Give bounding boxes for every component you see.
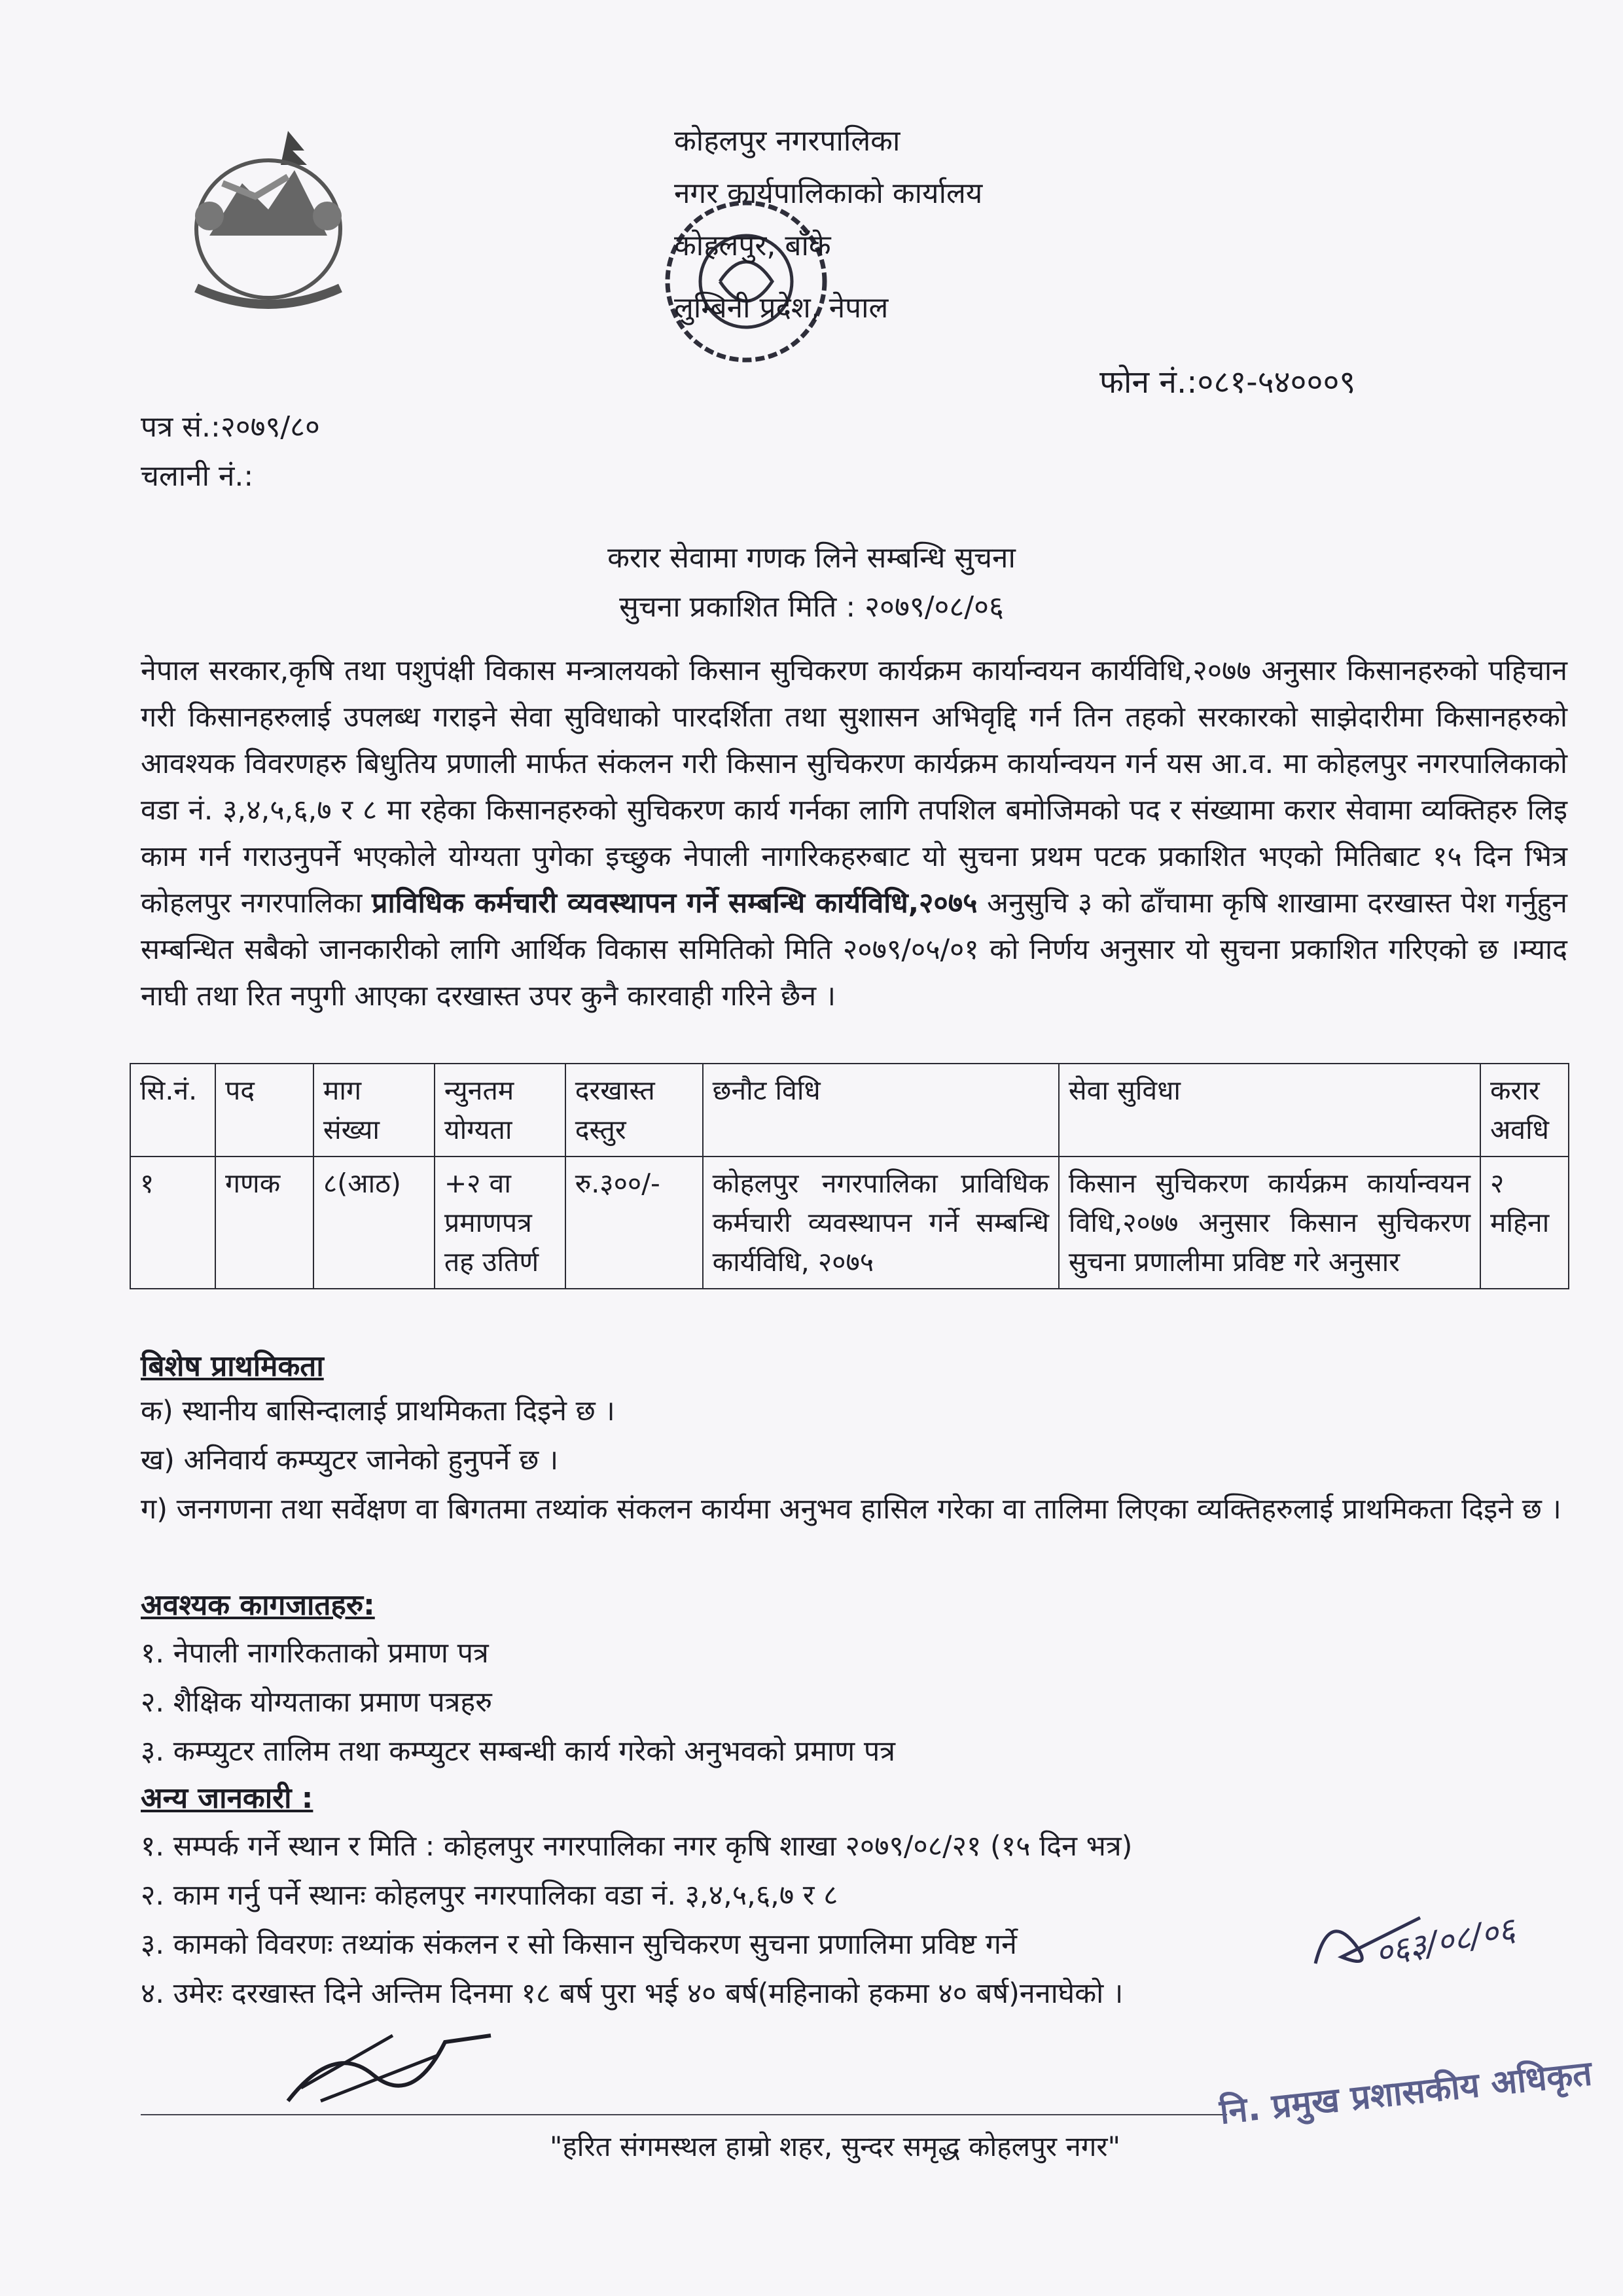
table-header: न्युनतम योग्यता: [435, 1064, 565, 1157]
office-location: कोहलपुर, बाँके: [674, 229, 831, 262]
published-date: सुचना प्रकाशित मिति : २०७९/०८/०६: [619, 590, 1004, 624]
list-item: ४. उमेरः दरखास्त दिने अन्तिम दिनमा १८ बर्ष पुरा भई ४० बर्ष(महिनाको हकमा ४० बर्ष)ननाघेको ।: [141, 1977, 1124, 2010]
office-name: नगर कार्यपालिकाको कार्यालय: [674, 177, 983, 210]
org-name: कोहलपुर नगरपालिका: [674, 124, 901, 158]
table-header: माग संख्या: [313, 1064, 435, 1157]
table-cell: रु.३००/-: [565, 1157, 703, 1289]
body-text-bold: प्राविधिक कर्मचारी व्यवस्थापन गर्ने सम्बन्धि कार्यविधि,२०७५: [371, 887, 978, 920]
footer-motto: "हरित संगमस्थल हाम्रो शहर, सुन्दर समृद्ध कोहलपुर नगर": [550, 2130, 1120, 2162]
list-item: १. नेपाली नागरिकताको प्रमाण पत्र: [141, 1637, 489, 1670]
table-cell: १: [130, 1157, 215, 1289]
table-header: सेवा सुविधा: [1059, 1064, 1480, 1157]
body-text-1: नेपाल सरकार,कृषि तथा पशुपंक्षी विकास मन्त्रालयको किसान सुचिकरण कार्यक्रम कार्यान्वयन कार्यविधि,२०७७ अनुसार किसानहरुको पहिचान गरी किसानहरुलाई उपलब्ध गराइने सेवा सुविधाको पारदर्शिता तथा सुशासन अभिवृद्दि गर्न तिन तहको सरकारको साझेदारीमा किसानहरुको आवश्यक विवरणहरु बिधुतिय प्रणाली मार्फत संकलन गरी किसान सुचिकरण कार्यक्रम कार्यान्वयन गर्न यस आ.व. मा कोहलपुर नगरपालिकाको वडा नं. ३,४,५,६,७ र ८ मा रहेका किसानहरुको सुचिकरण कार्य गर्नका लागि तपशिल बमोजिमको पद र संख्यामा करार सेवामा व्यक्तिहरु लिइ काम गर्न गराउनुपर्ने भएकोले योग्यता पुगेका इच्छुक नेपाली नागरिकहरुबाट यो सुचना प्रथम पटक प्रकाशित भएको मितिबाट १५ दिन भित्र कोहलपुर नगरपालिका: [141, 655, 1567, 920]
list-item: ख) अनिवार्य कम्प्युटर जानेको हुनुपर्ने छ ।: [141, 1444, 559, 1477]
table-cell: कोहलपुर नगरपालिका प्राविधिक कर्मचारी व्यवस्थापन गर्ने सम्बन्धि कार्यविधि, २०७५: [703, 1157, 1059, 1289]
priority-heading: बिशेष प्राथमिकता: [141, 1350, 324, 1383]
vacancy-table: [130, 1063, 1569, 1289]
letter-number: पत्र सं.:२०७९/८०: [141, 410, 320, 444]
table-header-row: [130, 1064, 1569, 1157]
footer-divider: [141, 2114, 1227, 2115]
signature-date: ०६३/०८/०६: [1372, 1910, 1518, 1973]
list-item: ग) जनगणना तथा सर्वेक्षण वा बिगतमा तथ्यांक संकलन कार्यमा अनुभव हासिल गरेका वा तालिमा लिएका व्यक्तिहरुलाई प्राथमिकता दिइने छ ।: [141, 1493, 1561, 1526]
table-header: पद: [215, 1064, 313, 1157]
table-row: [130, 1157, 1569, 1289]
phone-number: फोन नं.:०८१-५४०००९: [1099, 364, 1356, 401]
dispatch-number: चलानी नं.:: [141, 459, 254, 493]
table-header: दरखास्त दस्तुर: [565, 1064, 703, 1157]
body-text-2: अनुसुचि ३ को ढाँचामा कृषि शाखामा दरखास्त पेश गर्नुहुन सम्बन्धित सबैको जानकारीको लागि आर्थिक विकास समितिको मिति २०७९/०५/०१ को निर्णय अनुसार यो सुचना प्रकाशित गरिएको छ ।म्याद नाघी तथा रित नपुगी आएका दरखास्त उपर कुनै कारवाही गरिने छैन ।: [141, 887, 1568, 1013]
table-cell: किसान सुचिकरण कार्यक्रम कार्यान्वयन विधि,२०७७ अनुसार किसान सुचिकरण सुचना प्रणालीमा प्रविष्ट गरे अनुसार: [1059, 1157, 1480, 1289]
notice-body: [141, 648, 1567, 1020]
list-item: ३. कामको विवरणः तथ्यांक संकलन र सो किसान सुचिकरण सुचना प्रणालिमा प्रविष्ट गर्ने: [141, 1928, 1017, 1961]
documents-heading: अवश्यक कागजातहरु:: [141, 1588, 375, 1622]
table-cell: २ महिना: [1480, 1157, 1569, 1289]
notice-title: करार सेवामा गणक लिने सम्बन्धि सुचना: [607, 541, 1016, 575]
signature-left-icon: [275, 2016, 510, 2114]
officer-stamp: नि. प्रमुख प्रशासकीय अधिकृत: [1217, 2054, 1594, 2132]
list-item: २. काम गर्नु पर्ने स्थानः कोहलपुर नगरपालिका वडा नं. ३,४,५,६,७ र ८: [141, 1879, 838, 1912]
signature-right: [1302, 1905, 1577, 2036]
table-header: छनौट विधि: [703, 1064, 1059, 1157]
table-cell: ८(आठ): [313, 1157, 435, 1289]
list-item: १. सम्पर्क गर्ने स्थान र मिति : कोहलपुर नगरपालिका नगर कृषि शाखा २०७९/०८/२१ (१५ दिन भत्र): [141, 1830, 1133, 1863]
other-info-heading: अन्य जानकारी :: [141, 1782, 313, 1815]
list-item: २. शैक्षिक योग्यताका प्रमाण पत्रहरु: [141, 1686, 492, 1719]
list-item: ३. कम्प्युटर तालिम तथा कम्प्युटर सम्बन्धी कार्य गरेको अनुभवको प्रमाण पत्र: [141, 1735, 895, 1768]
list-item: क) स्थानीय बासिन्दालाई प्राथमिकता दिइने छ ।: [141, 1395, 615, 1427]
province-name: लुम्बिनी प्रदेश, नेपाल: [674, 291, 889, 325]
table-header: सि.नं.: [130, 1064, 215, 1157]
coat-of-arms-icon: [157, 124, 380, 321]
table-header: करार अवधि: [1480, 1064, 1569, 1157]
table-cell: गणक: [215, 1157, 313, 1289]
table-cell: +२ वा प्रमाणपत्र तह उतिर्ण: [435, 1157, 565, 1289]
